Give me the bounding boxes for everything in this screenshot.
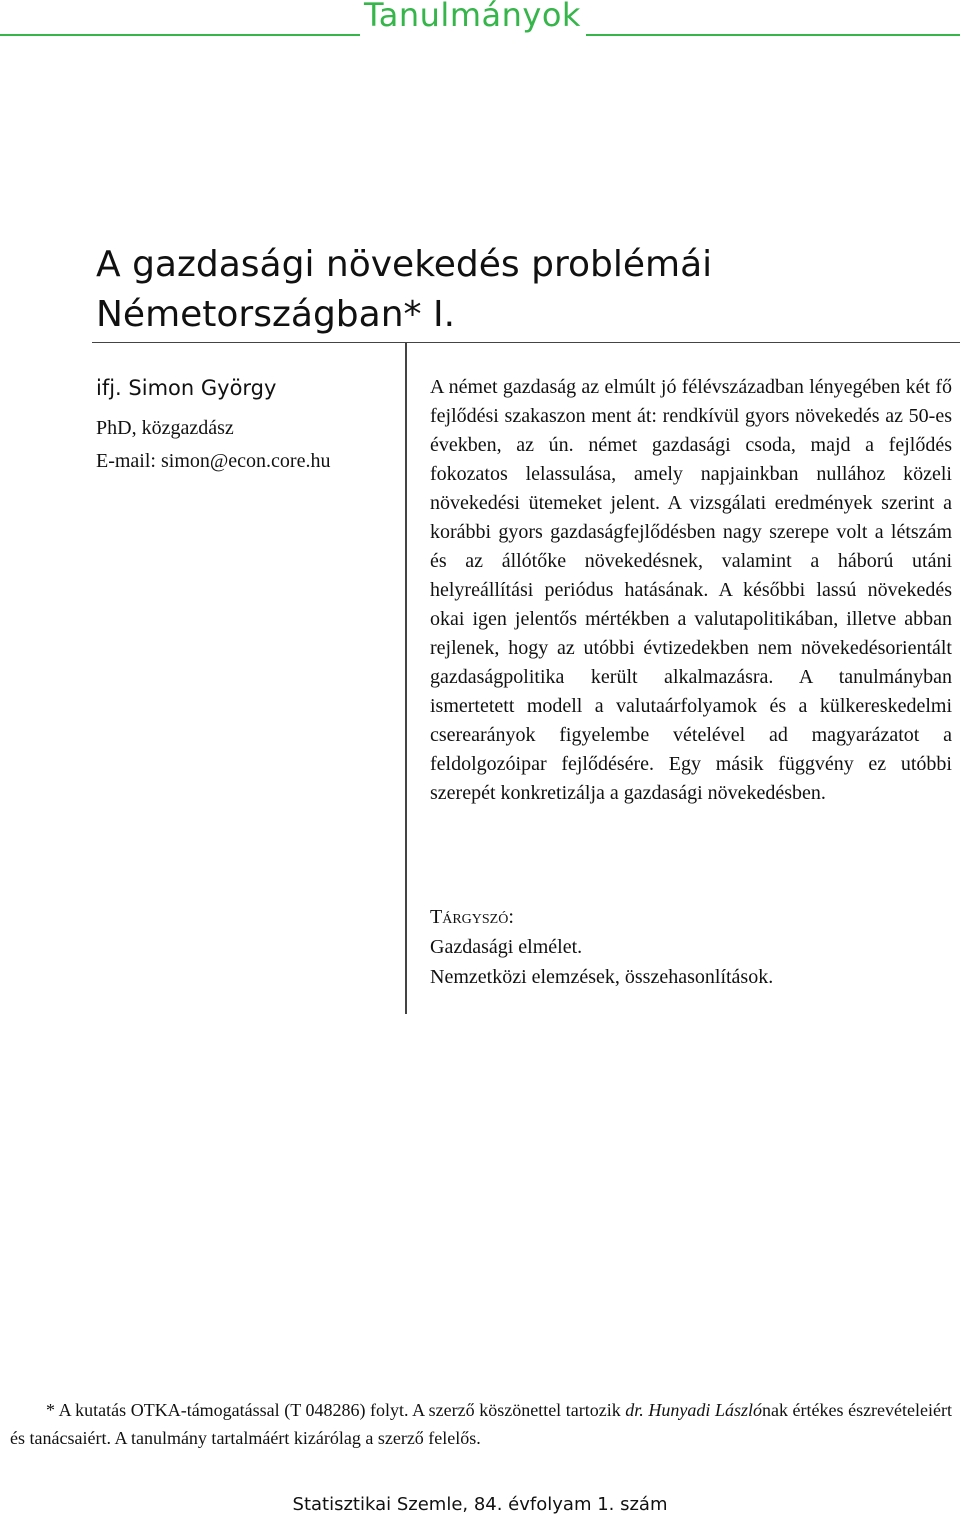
journal-footer: Statisztikai Szemle, 84. évfolyam 1. szám [292, 1494, 668, 1515]
top-divider [92, 342, 960, 343]
title-line-2: Németországban* I. [96, 294, 456, 335]
keyword-item: Gazdasági elmélet. [430, 936, 583, 958]
author-email-line [96, 445, 396, 478]
section-label: Tanulmányok [364, 0, 581, 34]
header-rule-left [0, 34, 360, 36]
author-degree: PhD, közgazdász [96, 417, 234, 439]
footnote [10, 1396, 952, 1452]
footnote-name-italic: Hunyadi László [648, 1400, 762, 1420]
footnote-text: * A kutatás OTKA-támogatással (T 048286) folyt. A szerző köszönettel tartozik [46, 1400, 626, 1420]
column-divider [405, 342, 407, 1014]
section-header [0, 0, 960, 40]
email-label: E-mail: [96, 450, 156, 472]
header-rule-right [586, 34, 960, 36]
keywords-label: Tárgyszó: [430, 906, 514, 928]
author-email: simon@econ.core.hu [160, 450, 331, 472]
title-line-1: A gazdasági növekedés problémái [96, 244, 713, 285]
footnote-text-end: nak értékes észrevételeiért és tanácsaiért. A tanulmány tartalmáért kizárólag a szerző felelős. [10, 1400, 953, 1448]
author-block [96, 372, 396, 478]
keyword-item: Nemzetközi elemzések, összehasonlítások. [430, 966, 774, 988]
author-name: ifj. Simon György [96, 376, 277, 400]
abstract: A német gazdaság az elmúlt jó félévszázadban lényegében két fő fejlődési szakaszon ment át: rendkívül gyors növekedés az 50-es években, az ún. német gazdasági csoda, majd a fejlődés fokozatos lelassulása, amely napjainkban nullához közeli növekedési ütemeket jelent. A vizsgálati eredmények szerint a korábbi gyors gazdaságfejlődésben nagy szerepe volt a létszám és az állótőke növekedésnek, valamint a háború utáni helyreállítási periódus hatásának. A későbbi lassú növekedés okai igen jelentős mértékben a valutapolitikában, illetve abban rejlenek, hogy az utóbbi évtizedekben nem növekedésorientált gazdaságpolitika került alkalmazásra. A tanulmányban ismertetett modell a valutaárfolyamok és a külkereskedelmi cserearányok figyelembe vételével ad magyarázatot a feldolgozóipar fejlődésére. Egy másik függvény ez utóbbi szerepét konkretizálja a gazdasági növekedésben. [430, 376, 952, 804]
keywords-block [430, 902, 952, 992]
article-title [96, 240, 896, 340]
footnote-title-italic: dr. [625, 1400, 644, 1420]
